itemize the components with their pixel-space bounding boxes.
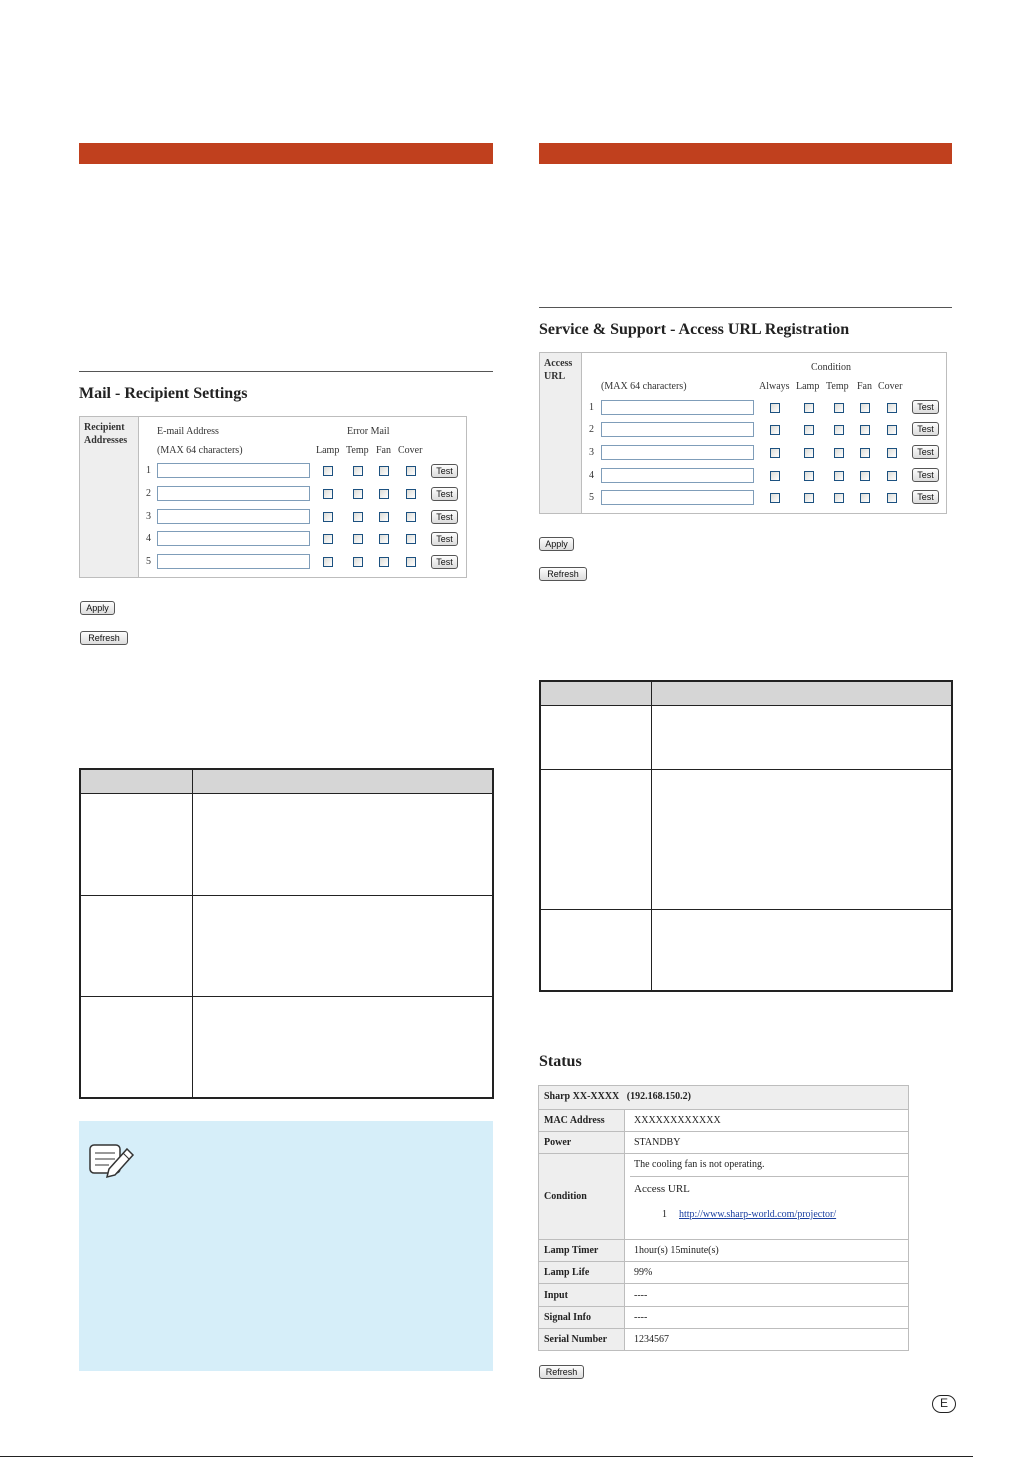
cover-checkbox-1[interactable] <box>406 466 416 476</box>
row-number: 1 <box>146 465 151 476</box>
email-address-header: E-mail Address <box>157 426 219 437</box>
input-label: Input <box>539 1284 625 1306</box>
always-checkbox-5[interactable] <box>770 493 780 503</box>
temp-checkbox-1[interactable] <box>834 403 844 413</box>
access-url-label: Access URL <box>540 353 582 513</box>
always-checkbox-1[interactable] <box>770 403 780 413</box>
condition-row <box>539 1153 908 1239</box>
fan-checkbox-1[interactable] <box>860 403 870 413</box>
mail-refresh-button[interactable]: Refresh <box>80 631 128 645</box>
condition-divider <box>630 1176 908 1177</box>
table-column-divider <box>192 770 193 1097</box>
left-description-table <box>79 768 494 1099</box>
email-input-4[interactable] <box>157 531 310 546</box>
col-temp: Temp <box>826 381 849 392</box>
mac-address-row <box>539 1109 908 1131</box>
email-input-1[interactable] <box>157 463 310 478</box>
cover-checkbox-2[interactable] <box>406 489 416 499</box>
service-refresh-button[interactable]: Refresh <box>539 567 587 581</box>
input-row <box>539 1283 908 1306</box>
always-checkbox-3[interactable] <box>770 448 780 458</box>
lamp-timer-label: Lamp Timer <box>539 1240 625 1261</box>
lamp-life-label: Lamp Life <box>539 1262 625 1283</box>
cover-checkbox-3[interactable] <box>406 512 416 522</box>
access-url-panel <box>539 352 947 514</box>
access-url-link[interactable]: http://www.sharp-world.com/projector/ <box>679 1209 837 1220</box>
url-input-4[interactable] <box>601 468 754 483</box>
cover-checkbox-1[interactable] <box>887 403 897 413</box>
lamp-checkbox-2[interactable] <box>323 489 333 499</box>
lamp-checkbox-4[interactable] <box>804 471 814 481</box>
col-temp: Temp <box>346 445 369 456</box>
right-description-table <box>539 680 953 992</box>
cover-checkbox-2[interactable] <box>887 425 897 435</box>
left-section-header-bar <box>79 143 493 164</box>
test-button-4[interactable]: Test <box>431 532 458 546</box>
temp-checkbox-2[interactable] <box>353 489 363 499</box>
cover-checkbox-5[interactable] <box>406 557 416 567</box>
mac-address-label: MAC Address <box>539 1110 625 1131</box>
test-button-2[interactable]: Test <box>912 422 939 436</box>
power-label: Power <box>539 1132 625 1153</box>
test-button-4[interactable]: Test <box>912 468 939 482</box>
col-lamp: Lamp <box>316 445 340 456</box>
test-button-2[interactable]: Test <box>431 487 458 501</box>
fan-checkbox-3[interactable] <box>860 448 870 458</box>
row-number: 2 <box>589 424 594 435</box>
table-row-divider <box>541 909 951 910</box>
serial-number-label: Serial Number <box>539 1329 625 1350</box>
url-input-3[interactable] <box>601 445 754 460</box>
url-input-5[interactable] <box>601 490 754 505</box>
temp-checkbox-2[interactable] <box>834 425 844 435</box>
condition-fan-text: The cooling fan is not operating. <box>634 1159 765 1170</box>
lamp-checkbox-5[interactable] <box>323 557 333 567</box>
test-button-5[interactable]: Test <box>912 490 939 504</box>
mail-section-divider <box>79 371 493 372</box>
serial-number-value: 1234567 <box>634 1334 669 1345</box>
device-name-ip: Sharp XX-XXXX (192.168.150.2) <box>544 1091 691 1102</box>
col-cover: Cover <box>878 381 903 392</box>
col-cover: Cover <box>398 445 423 456</box>
row-number: 5 <box>589 492 594 503</box>
recipient-addresses-label: Recipient Addresses <box>80 417 139 577</box>
col-always: Always <box>759 381 790 392</box>
row-number: 1 <box>589 402 594 413</box>
lamp-checkbox-2[interactable] <box>804 425 814 435</box>
lamp-checkbox-5[interactable] <box>804 493 814 503</box>
lamp-checkbox-1[interactable] <box>804 403 814 413</box>
always-checkbox-2[interactable] <box>770 425 780 435</box>
access-url-number: 1 <box>662 1209 667 1220</box>
row-number: 4 <box>589 470 594 481</box>
lamp-checkbox-3[interactable] <box>323 512 333 522</box>
email-input-2[interactable] <box>157 486 310 501</box>
row-number: 4 <box>146 533 151 544</box>
always-checkbox-4[interactable] <box>770 471 780 481</box>
test-button-3[interactable]: Test <box>912 445 939 459</box>
temp-checkbox-3[interactable] <box>834 448 844 458</box>
lamp-timer-value: 1hour(s) 15minute(s) <box>634 1245 719 1256</box>
table-row-divider <box>81 996 492 997</box>
temp-checkbox-5[interactable] <box>834 493 844 503</box>
temp-checkbox-5[interactable] <box>353 557 363 567</box>
lamp-life-value: 99% <box>634 1267 653 1278</box>
status-title: Status <box>539 1053 582 1070</box>
col-lamp: Lamp <box>796 381 820 392</box>
language-badge: E <box>932 1395 956 1413</box>
serial-number-row <box>539 1328 908 1350</box>
fan-checkbox-5[interactable] <box>379 557 389 567</box>
table-row-divider <box>541 769 951 770</box>
max-chars-note: (MAX 64 characters) <box>601 381 687 392</box>
fan-checkbox-4[interactable] <box>379 534 389 544</box>
row-number: 3 <box>589 447 594 458</box>
temp-checkbox-4[interactable] <box>834 471 844 481</box>
temp-checkbox-4[interactable] <box>353 534 363 544</box>
test-button-5[interactable]: Test <box>431 555 458 569</box>
signal-info-label: Signal Info <box>539 1307 625 1328</box>
row-number: 2 <box>146 488 151 499</box>
power-value: STANDBY <box>634 1137 681 1148</box>
cover-checkbox-5[interactable] <box>887 493 897 503</box>
power-row <box>539 1131 908 1153</box>
signal-info-row <box>539 1306 908 1328</box>
max-chars-note: (MAX 64 characters) <box>157 445 243 456</box>
email-input-3[interactable] <box>157 509 310 524</box>
fan-checkbox-2[interactable] <box>379 489 389 499</box>
lamp-timer-row <box>539 1239 908 1261</box>
status-table <box>538 1085 909 1351</box>
service-apply-button[interactable]: Apply <box>539 537 574 551</box>
lamp-checkbox-3[interactable] <box>804 448 814 458</box>
condition-label: Condition <box>539 1154 625 1239</box>
note-pencil-icon <box>87 1139 135 1181</box>
lamp-checkbox-4[interactable] <box>323 534 333 544</box>
table-column-divider <box>651 682 652 990</box>
email-input-5[interactable] <box>157 554 310 569</box>
temp-checkbox-3[interactable] <box>353 512 363 522</box>
col-fan: Fan <box>857 381 872 392</box>
row-number: 3 <box>146 511 151 522</box>
cover-checkbox-3[interactable] <box>887 448 897 458</box>
mail-recipient-panel <box>79 416 467 578</box>
status-refresh-button[interactable]: Refresh <box>539 1365 584 1379</box>
table-row-divider <box>81 895 492 896</box>
table-header-row <box>541 682 951 706</box>
table-header-row <box>81 770 492 794</box>
mail-settings-title: Mail - Recipient Settings <box>79 385 248 402</box>
service-section-divider <box>539 307 952 308</box>
access-url-status-label: Access URL <box>634 1183 690 1195</box>
temp-checkbox-1[interactable] <box>353 466 363 476</box>
service-support-title: Service & Support - Access URL Registration <box>539 321 850 338</box>
mail-apply-button[interactable]: Apply <box>80 601 115 615</box>
cover-checkbox-4[interactable] <box>887 471 897 481</box>
signal-info-value: ---- <box>634 1312 648 1323</box>
row-number: 5 <box>146 556 151 567</box>
condition-header: Condition <box>811 362 852 373</box>
url-input-1[interactable] <box>601 400 754 415</box>
col-fan: Fan <box>376 445 391 456</box>
note-box <box>79 1121 493 1371</box>
input-value: ---- <box>634 1289 648 1301</box>
cover-checkbox-4[interactable] <box>406 534 416 544</box>
fan-checkbox-5[interactable] <box>860 493 870 503</box>
url-input-2[interactable] <box>601 422 754 437</box>
lamp-checkbox-1[interactable] <box>323 466 333 476</box>
right-section-header-bar <box>539 143 952 164</box>
status-header-row <box>539 1086 908 1109</box>
fan-checkbox-3[interactable] <box>379 512 389 522</box>
test-button-1[interactable]: Test <box>912 400 939 414</box>
fan-checkbox-4[interactable] <box>860 471 870 481</box>
fan-checkbox-1[interactable] <box>379 466 389 476</box>
fan-checkbox-2[interactable] <box>860 425 870 435</box>
lamp-life-row <box>539 1261 908 1283</box>
mac-address-value: XXXXXXXXXXXX <box>634 1115 721 1126</box>
test-button-1[interactable]: Test <box>431 464 458 478</box>
test-button-3[interactable]: Test <box>431 510 458 524</box>
error-mail-header: Error Mail <box>347 426 390 437</box>
footer-rule <box>0 1456 973 1457</box>
